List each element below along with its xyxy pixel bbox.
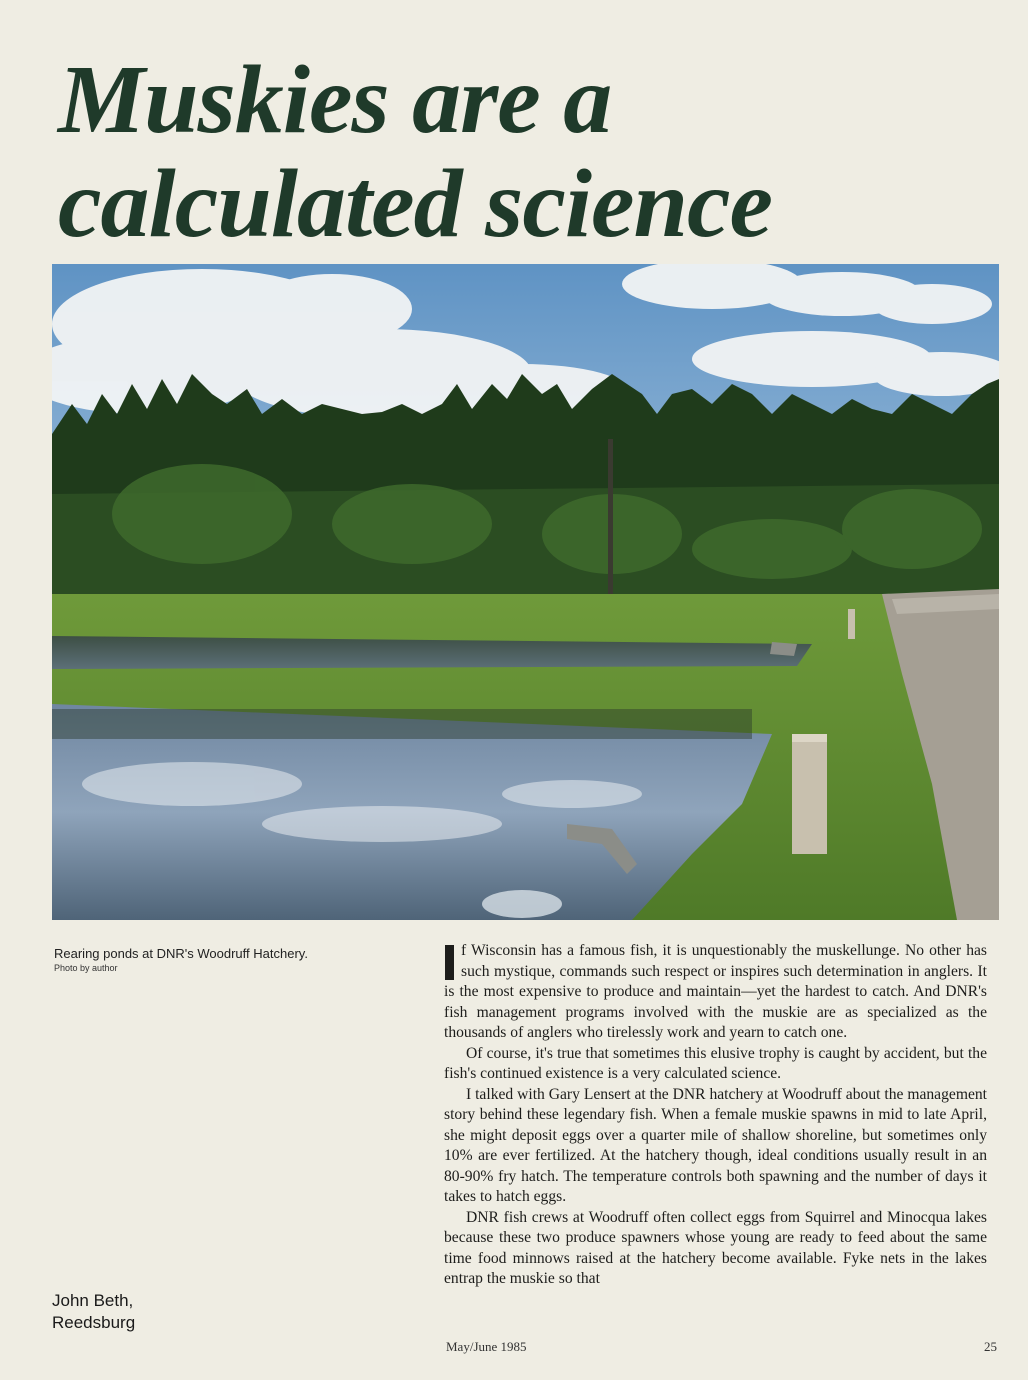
author-name: John Beth, bbox=[52, 1291, 134, 1310]
article-paragraph-1 bbox=[444, 941, 987, 1044]
caption-text: Rearing ponds at DNR's Woodruff Hatchery. bbox=[54, 946, 308, 961]
article-headline bbox=[58, 48, 998, 256]
author-byline bbox=[52, 1290, 135, 1334]
article-paragraph-3: I talked with Gary Lensert at the DNR hatchery at Woodruff about the management story behind these legendary fish. When a female muskie spawns in mid to late April, she might deposit eggs over a quarter mile of shallow shoreline, but sometimes only 10% are ever fertilized. At the hatchery though, ideal conditions usually result in an 80-90% fry hatch. The temperature controls both spawning and the number of days it takes to hatch eggs. bbox=[444, 1085, 987, 1205]
headline-line-2: calculated science bbox=[58, 150, 773, 258]
article-paragraph-1-text: f Wisconsin has a famous fish, it is unquestionably the muskellunge. No other has such mystique, commands such respect or inspires such determination in anglers. It is the most expensive to produce and maintain—yet the hardest to catch. And DNR's fish management programs involved with the muskie are as specialized as the thousands of anglers who tirelessly work and yearn to catch one. bbox=[444, 942, 987, 1041]
article-paragraph-2: Of course, it's true that sometimes this elusive trophy is caught by accident, but the fish's continued existence is a very calculated science. bbox=[444, 1044, 987, 1082]
drop-cap-i bbox=[445, 945, 454, 980]
headline-line-1: Muskies are a bbox=[58, 46, 612, 154]
photo-credit: Photo by author bbox=[54, 963, 118, 973]
author-town: Reedsburg bbox=[52, 1313, 136, 1332]
footer-page-number: 25 bbox=[984, 1339, 997, 1354]
footer-issue-date: May/June 1985 bbox=[446, 1339, 527, 1354]
article-body bbox=[444, 941, 987, 1290]
hatchery-pond-photo bbox=[52, 264, 999, 920]
article-paragraph-4: DNR fish crews at Woodruff often collect eggs from Squirrel and Minocqua lakes because these two produce spawners whose young are ready to feed about the same time food minnows raised at the hatchery become available. Fyke nets in the lakes entrap the muskie so that bbox=[444, 1208, 987, 1287]
photo-caption bbox=[54, 946, 414, 975]
